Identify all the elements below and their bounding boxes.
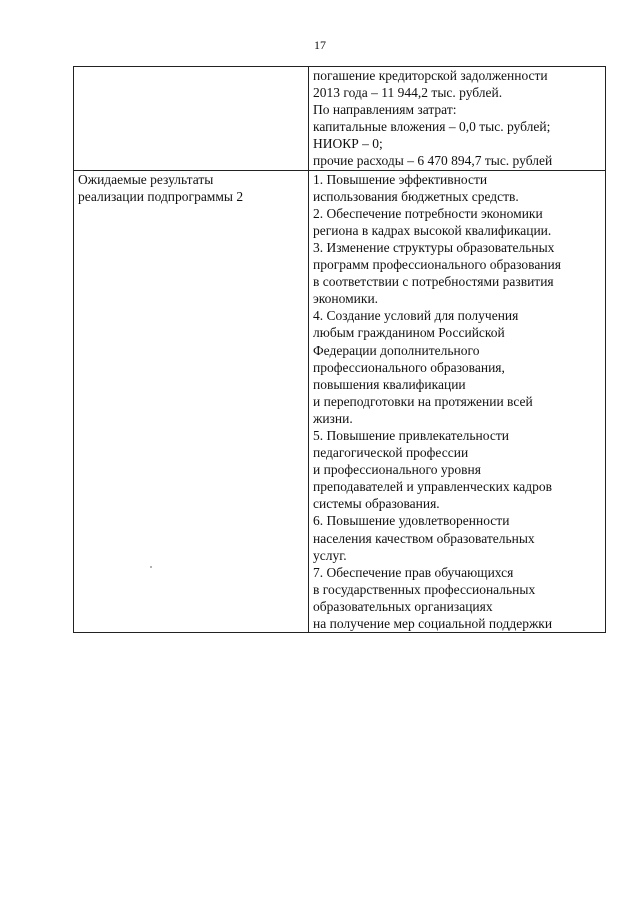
page-number: 17	[314, 38, 326, 52]
text-line: НИОКР – 0;	[313, 136, 383, 152]
text-line: использования бюджетных средств.	[313, 188, 519, 204]
text-line: в соответствии с потребностями развития	[313, 274, 554, 290]
text-line: в государственных профессиональных	[313, 581, 536, 597]
table-cell-label-expected-results	[74, 170, 309, 633]
table-row-financing	[74, 67, 606, 171]
text-line: региона в кадрах высокой квалификации.	[313, 222, 552, 238]
table-cell-label-empty	[74, 67, 309, 171]
text-line: жизни.	[313, 410, 353, 426]
table-cell-financing-text	[309, 67, 606, 171]
text-line: программ профессионального образования	[313, 257, 561, 273]
label-line: реализации подпрограммы 2	[78, 188, 244, 204]
text-line: 3. Изменение структуры образовательных	[313, 239, 555, 255]
label-line: Ожидаемые результаты	[78, 171, 214, 187]
text-line: прочие расходы – 6 470 894,7 тыс. рублей	[313, 153, 553, 169]
table-row-expected-results	[74, 170, 606, 633]
text-line: 1. Повышение эффективности	[313, 171, 488, 187]
text-line: любым гражданином Российской	[313, 325, 505, 341]
text-line: 7. Обеспечение прав обучающихся	[313, 564, 514, 580]
text-line: преподавателей и управленческих кадров	[313, 479, 553, 495]
text-line: на получение мер социальной поддержки	[313, 616, 553, 631]
text-line: погашение кредиторской задолженности	[313, 68, 548, 83]
text-line: 6. Повышение удовлетворенности	[313, 513, 510, 529]
program-passport-table	[73, 66, 606, 633]
text-line: 5. Повышение привлекательности	[313, 427, 509, 443]
text-line: 2013 года – 11 944,2 тыс. рублей.	[313, 85, 503, 101]
text-line: и переподготовки на протяжении всей	[313, 393, 533, 409]
text-line: экономики.	[313, 291, 379, 307]
text-line: По направлениям затрат:	[313, 102, 457, 118]
table-cell-expected-results-text	[309, 170, 606, 633]
text-line: населения качеством образовательных	[313, 530, 535, 546]
text-line: системы образования.	[313, 496, 440, 512]
text-line: педагогической профессии	[313, 445, 469, 461]
text-line: капитальные вложения – 0,0 тыс. рублей;	[313, 119, 551, 135]
scan-speck	[150, 566, 152, 568]
text-line: 4. Создание условий для получения	[313, 308, 519, 324]
text-line: повышения квалификации	[313, 376, 466, 392]
text-line: образовательных организациях	[313, 598, 493, 614]
text-line: и профессионального уровня	[313, 462, 481, 478]
text-line: профессионального образования,	[313, 359, 505, 375]
text-line: Федерации дополнительного	[313, 342, 480, 358]
text-line: 2. Обеспечение потребности экономики	[313, 205, 543, 221]
text-line: услуг.	[313, 547, 347, 563]
